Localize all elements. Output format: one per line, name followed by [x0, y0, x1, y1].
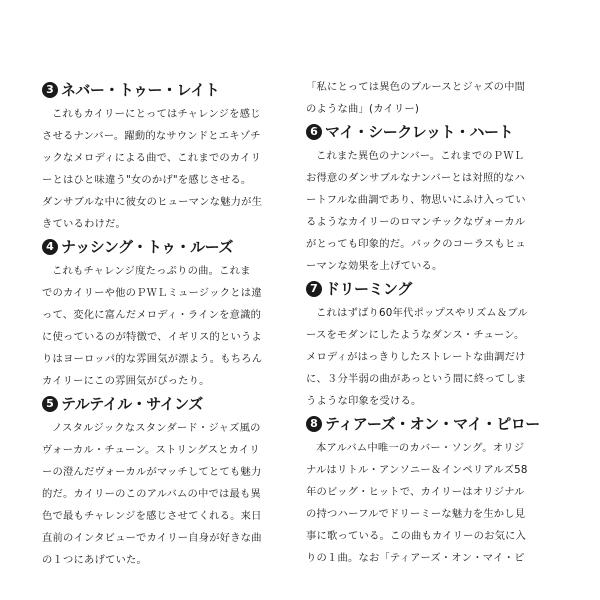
- track-title: ドリーミング: [325, 280, 412, 298]
- text-line: って、変化に富んだメロディ・ラインを意識的: [42, 309, 262, 321]
- text-line: 事に歌っている。この曲もカイリーのお気に入: [306, 530, 527, 542]
- track-section-3: [42, 80, 296, 235]
- text-line: させるナンバー。躍動的なサウンドとエキゾチ: [42, 130, 261, 142]
- track-heading: [306, 122, 564, 142]
- track-heading: [42, 394, 296, 414]
- track-section-5: [42, 394, 296, 571]
- track-title: ティアーズ・オン・マイ・ピロー: [325, 415, 540, 433]
- text-line: りはヨーロッパ的な雰囲気が漂よう。もちろん: [42, 353, 263, 365]
- track-title: ネバー・トゥー・レイト: [61, 81, 220, 99]
- text-line: でのカイリーや他のＰＷＬミュージックとは違: [42, 287, 262, 299]
- text-line: ックなメロディによる曲で、これまでのカイリ: [42, 152, 262, 164]
- text-line: ーの澄んだヴォーカルがマッチしてとても魅力: [42, 466, 262, 478]
- track-section-7: [306, 279, 564, 412]
- track-number-badge: 5: [42, 396, 58, 412]
- track-number-badge: 3: [42, 82, 58, 98]
- track-title: テルテイル・サインズ: [61, 395, 203, 413]
- text-line: 的だ。カイリーのこのアルバムの中では最も異: [42, 488, 261, 500]
- text-line: これはずばり60年代ポップスやリズム＆ブル: [316, 307, 528, 319]
- text-line: 本アルバム中唯一のカバー・ソング。オリジ: [316, 442, 525, 454]
- track-number-badge: 6: [306, 124, 322, 140]
- track-heading: [306, 279, 564, 299]
- text-line: の持つハーフルでドリーミーな魅力を生かし見: [306, 508, 526, 520]
- track-section-8: [306, 414, 564, 569]
- text-line: ヴォーカル・チューン。ストリングスとカイリ: [42, 444, 260, 456]
- text-line: がとっても印象的だ。バックのコーラスもヒュ: [306, 238, 526, 250]
- text-line: ートフルな曲調であり、物思いにふけ入ってい: [306, 194, 526, 206]
- text-line: きているわけだ。: [42, 218, 126, 230]
- text-line: ナルはリトル・アンソニー＆インペリアルズ58: [306, 464, 528, 476]
- track-number-badge: 4: [42, 239, 58, 255]
- text-line: ダンサブルな中に彼女のヒューマンな魅力が生: [42, 196, 263, 208]
- text-line: 直前のインタビューでカイリー自身が好きな曲: [42, 532, 262, 544]
- text-line: メロディがはっきりしたストレートな曲調だけ: [306, 351, 526, 363]
- text-line: 年のビッグ・ヒットで、カイリーはオリジナル: [306, 486, 525, 498]
- text-line: 色で最もチャレンジを感じさせてくれる。来日: [42, 510, 262, 522]
- track-title: ナッシング・トゥ・ルーズ: [61, 238, 233, 256]
- text-line: カイリーにこの雰囲気がぴったり。: [42, 375, 210, 387]
- track-number-badge: 8: [306, 416, 322, 432]
- text-line: ースをモダンにしたようなダンス・チューン。: [306, 329, 525, 341]
- text-line: りの１曲。なお「ティアーズ・オン・マイ・ピ: [306, 552, 525, 564]
- continued-quote: [306, 76, 564, 120]
- text-line: これまた異色のナンバー。これまでのＰＷＬ: [316, 150, 525, 162]
- text-line: ノスタルジックなスタンダード・ジャズ風の: [52, 422, 261, 434]
- track-title: マイ・シークレット・ハート: [325, 123, 514, 141]
- track-section-4: [42, 237, 296, 392]
- right-column: [306, 76, 564, 569]
- text-line: 「私にとっては異色のブルースとジャズの中間: [306, 81, 526, 93]
- text-line: ーマンな効果を上げている。: [306, 260, 443, 272]
- text-line: ーとはひと味違う"女のかげ"を感じさせる。: [42, 174, 252, 186]
- track-heading: [42, 80, 296, 100]
- track-section-6: [306, 122, 564, 277]
- text-line: に使っているのが特徴で、イギリス的というよ: [42, 331, 263, 343]
- left-column: [42, 78, 296, 571]
- track-number-badge: 7: [306, 281, 322, 297]
- text-line: これもチャレンジ度たっぷりの曲。これま: [52, 265, 251, 277]
- text-line: の１つにあげていた。: [42, 554, 147, 566]
- text-line: のような曲」(カイリー): [306, 103, 420, 115]
- text-line: うような印象を受ける。: [306, 395, 422, 407]
- track-heading: [42, 237, 296, 257]
- text-line: るようなカイリーのロマンチックなヴォーカル: [306, 216, 526, 228]
- text-line: お得意のダンサブルなナンバーとは対照的なハ: [306, 172, 525, 184]
- text-line: に、３分半弱の曲があっという間に終ってしま: [306, 373, 527, 385]
- track-heading: [306, 414, 564, 434]
- text-line: これもカイリーにとってはチャレンジを感じ: [52, 108, 261, 120]
